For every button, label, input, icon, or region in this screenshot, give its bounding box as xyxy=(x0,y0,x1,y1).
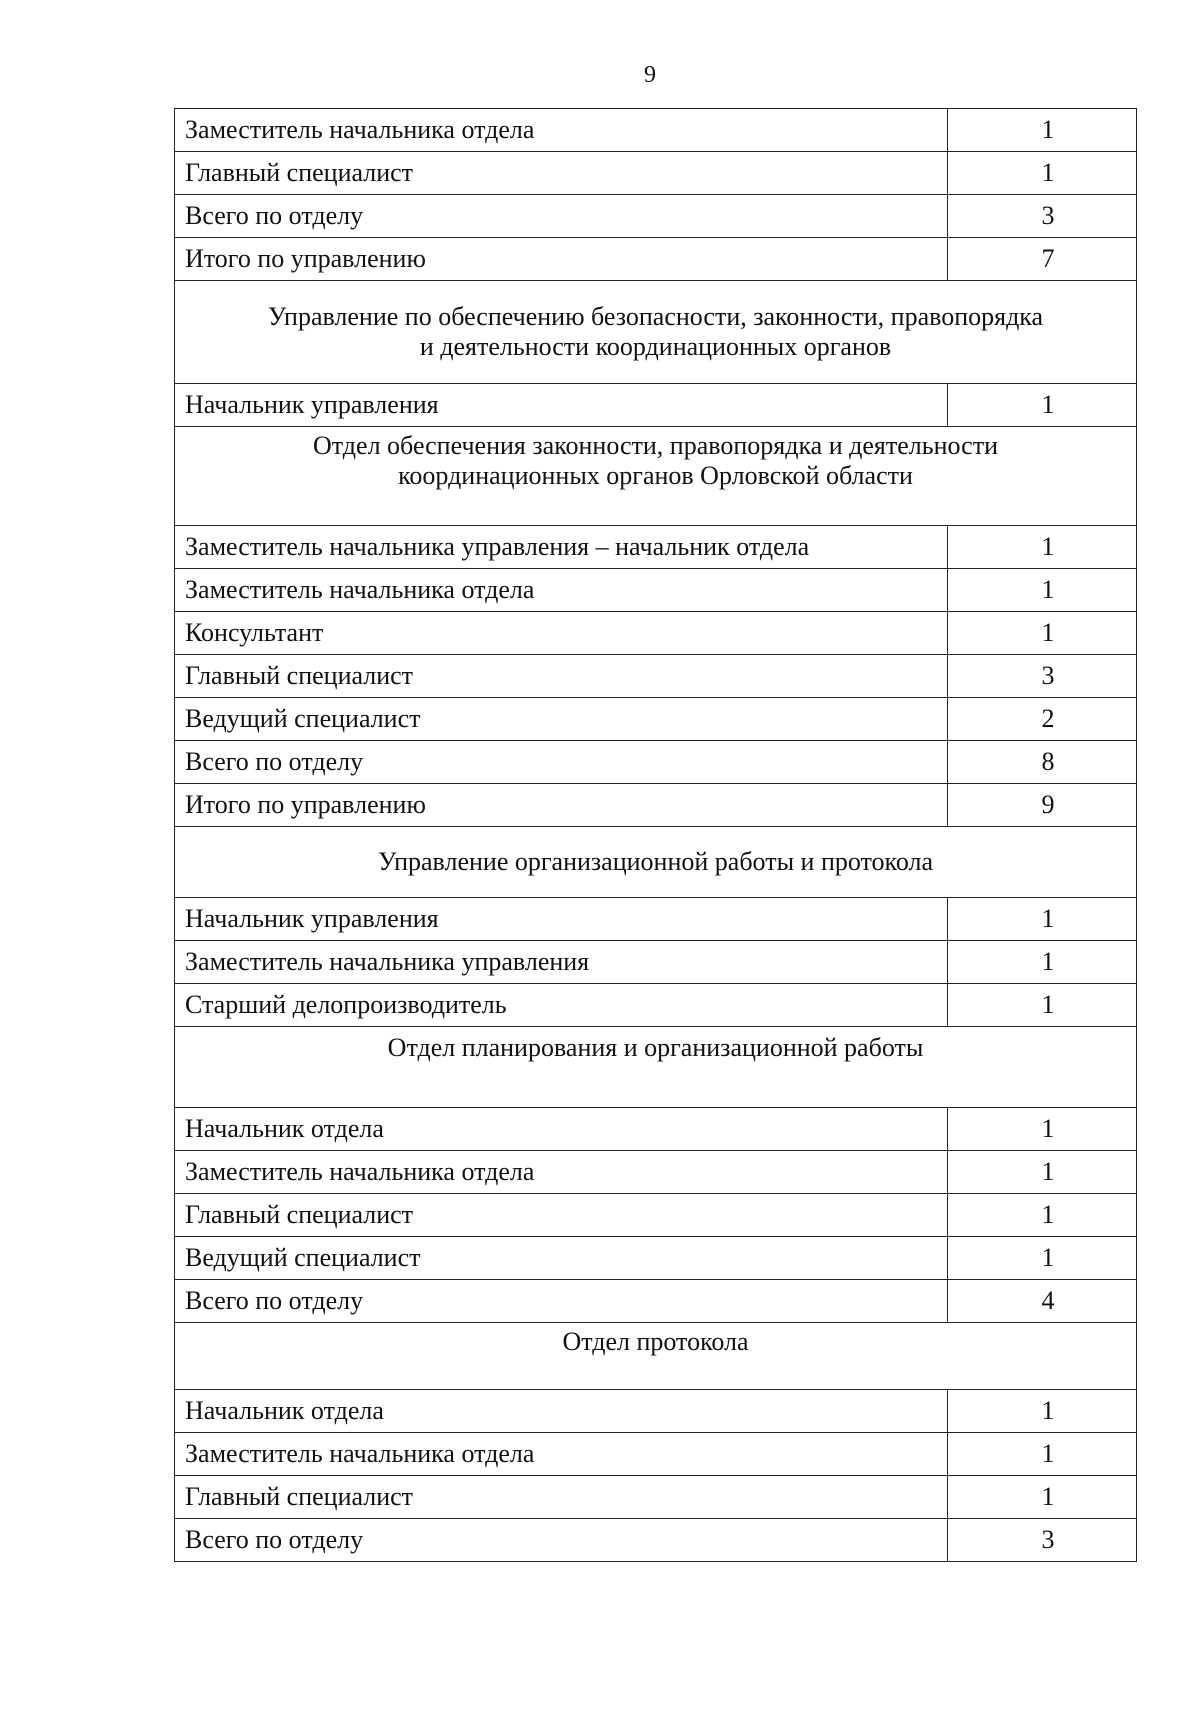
section-heading-line: и деятельности координационных органов xyxy=(419,332,892,361)
table-row xyxy=(175,698,1137,741)
table-row xyxy=(175,109,1137,152)
section-heading-line: Отдел протокола xyxy=(562,1327,749,1356)
table-row xyxy=(175,898,1137,941)
position-count-cell: 1 xyxy=(948,569,1137,612)
position-count-cell: 1 xyxy=(948,109,1137,152)
position-count-cell: 4 xyxy=(948,1280,1137,1323)
position-name-cell: Ведущий специалист xyxy=(175,698,948,741)
page-number: 9 xyxy=(644,62,656,88)
section-heading-line: координационных органов Орловской области xyxy=(398,461,913,490)
position-count-cell: 3 xyxy=(948,655,1137,698)
position-name-cell: Главный специалист xyxy=(175,655,948,698)
position-name-cell: Итого по управлению xyxy=(175,238,948,281)
position-count-cell: 1 xyxy=(948,526,1137,569)
position-count-cell: 1 xyxy=(948,1476,1137,1519)
section-heading-row xyxy=(175,427,1137,526)
position-count-cell: 8 xyxy=(948,741,1137,784)
position-name-cell: Старший делопроизводитель xyxy=(175,984,948,1027)
section-heading-line: Отдел обеспечения законности, правопорядка и деятельности xyxy=(313,431,998,460)
section-heading-row xyxy=(175,281,1137,384)
staffing-table xyxy=(174,108,1137,1562)
table-row xyxy=(175,238,1137,281)
section-heading xyxy=(175,827,1137,898)
table-row xyxy=(175,1519,1137,1562)
position-name-cell: Главный специалист xyxy=(175,152,948,195)
table-row xyxy=(175,1194,1137,1237)
position-name-cell: Заместитель начальника отдела xyxy=(175,569,948,612)
position-name-cell: Итого по управлению xyxy=(175,784,948,827)
position-count-cell: 1 xyxy=(948,1390,1137,1433)
section-heading-line: Управление организационной работы и протокола xyxy=(377,847,934,876)
position-count-cell: 1 xyxy=(948,1151,1137,1194)
table-row xyxy=(175,569,1137,612)
section-heading xyxy=(175,427,1137,526)
position-count-cell: 1 xyxy=(948,1194,1137,1237)
table-row xyxy=(175,1237,1137,1280)
position-count-cell: 3 xyxy=(948,195,1137,238)
position-name-cell: Заместитель начальника отдела xyxy=(175,1433,948,1476)
section-heading-line: Отдел планирования и организационной работы xyxy=(387,1033,924,1062)
position-count-cell: 1 xyxy=(948,612,1137,655)
position-count-cell: 1 xyxy=(948,941,1137,984)
position-count-cell: 1 xyxy=(948,1108,1137,1151)
section-heading-row xyxy=(175,1027,1137,1108)
position-name-cell: Ведущий специалист xyxy=(175,1237,948,1280)
position-name-cell: Всего по отделу xyxy=(175,741,948,784)
section-heading-row xyxy=(175,1323,1137,1390)
table-row xyxy=(175,1433,1137,1476)
position-name-cell: Начальник управления xyxy=(175,898,948,941)
table-row xyxy=(175,152,1137,195)
position-name-cell: Всего по отделу xyxy=(175,1280,948,1323)
table-row xyxy=(175,195,1137,238)
position-name-cell: Всего по отделу xyxy=(175,195,948,238)
table-row xyxy=(175,655,1137,698)
position-name-cell: Заместитель начальника отдела xyxy=(175,1151,948,1194)
position-name-cell: Заместитель начальника управления xyxy=(175,941,948,984)
table-row xyxy=(175,784,1137,827)
section-heading xyxy=(175,281,1137,384)
table-row xyxy=(175,941,1137,984)
section-heading xyxy=(175,1027,1137,1108)
position-count-cell: 1 xyxy=(948,1433,1137,1476)
position-count-cell: 7 xyxy=(948,238,1137,281)
table-row xyxy=(175,1280,1137,1323)
table-row xyxy=(175,526,1137,569)
position-name-cell: Главный специалист xyxy=(175,1476,948,1519)
position-name-cell: Начальник отдела xyxy=(175,1108,948,1151)
table-row xyxy=(175,984,1137,1027)
section-heading-row xyxy=(175,827,1137,898)
position-count-cell: 1 xyxy=(948,384,1137,427)
position-name-cell: Главный специалист xyxy=(175,1194,948,1237)
position-count-cell: 1 xyxy=(948,898,1137,941)
table-row xyxy=(175,1390,1137,1433)
position-name-cell: Всего по отделу xyxy=(175,1519,948,1562)
position-name-cell: Консультант xyxy=(175,612,948,655)
position-count-cell: 2 xyxy=(948,698,1137,741)
position-count-cell: 9 xyxy=(948,784,1137,827)
table-row xyxy=(175,612,1137,655)
position-count-cell: 1 xyxy=(948,152,1137,195)
table-row xyxy=(175,741,1137,784)
position-count-cell: 1 xyxy=(948,1237,1137,1280)
position-name-cell: Заместитель начальника управления – начальник отдела xyxy=(175,526,948,569)
section-heading-line: Управление по обеспечению безопасности, законности, правопорядка xyxy=(267,302,1044,331)
position-name-cell: Начальник управления xyxy=(175,384,948,427)
table-row xyxy=(175,384,1137,427)
table-row xyxy=(175,1108,1137,1151)
position-count-cell: 1 xyxy=(948,984,1137,1027)
position-name-cell: Заместитель начальника отдела xyxy=(175,109,948,152)
table-row xyxy=(175,1151,1137,1194)
section-heading xyxy=(175,1323,1137,1390)
position-count-cell: 3 xyxy=(948,1519,1137,1562)
position-name-cell: Начальник отдела xyxy=(175,1390,948,1433)
table-row xyxy=(175,1476,1137,1519)
staffing-table-body xyxy=(175,109,1137,1562)
